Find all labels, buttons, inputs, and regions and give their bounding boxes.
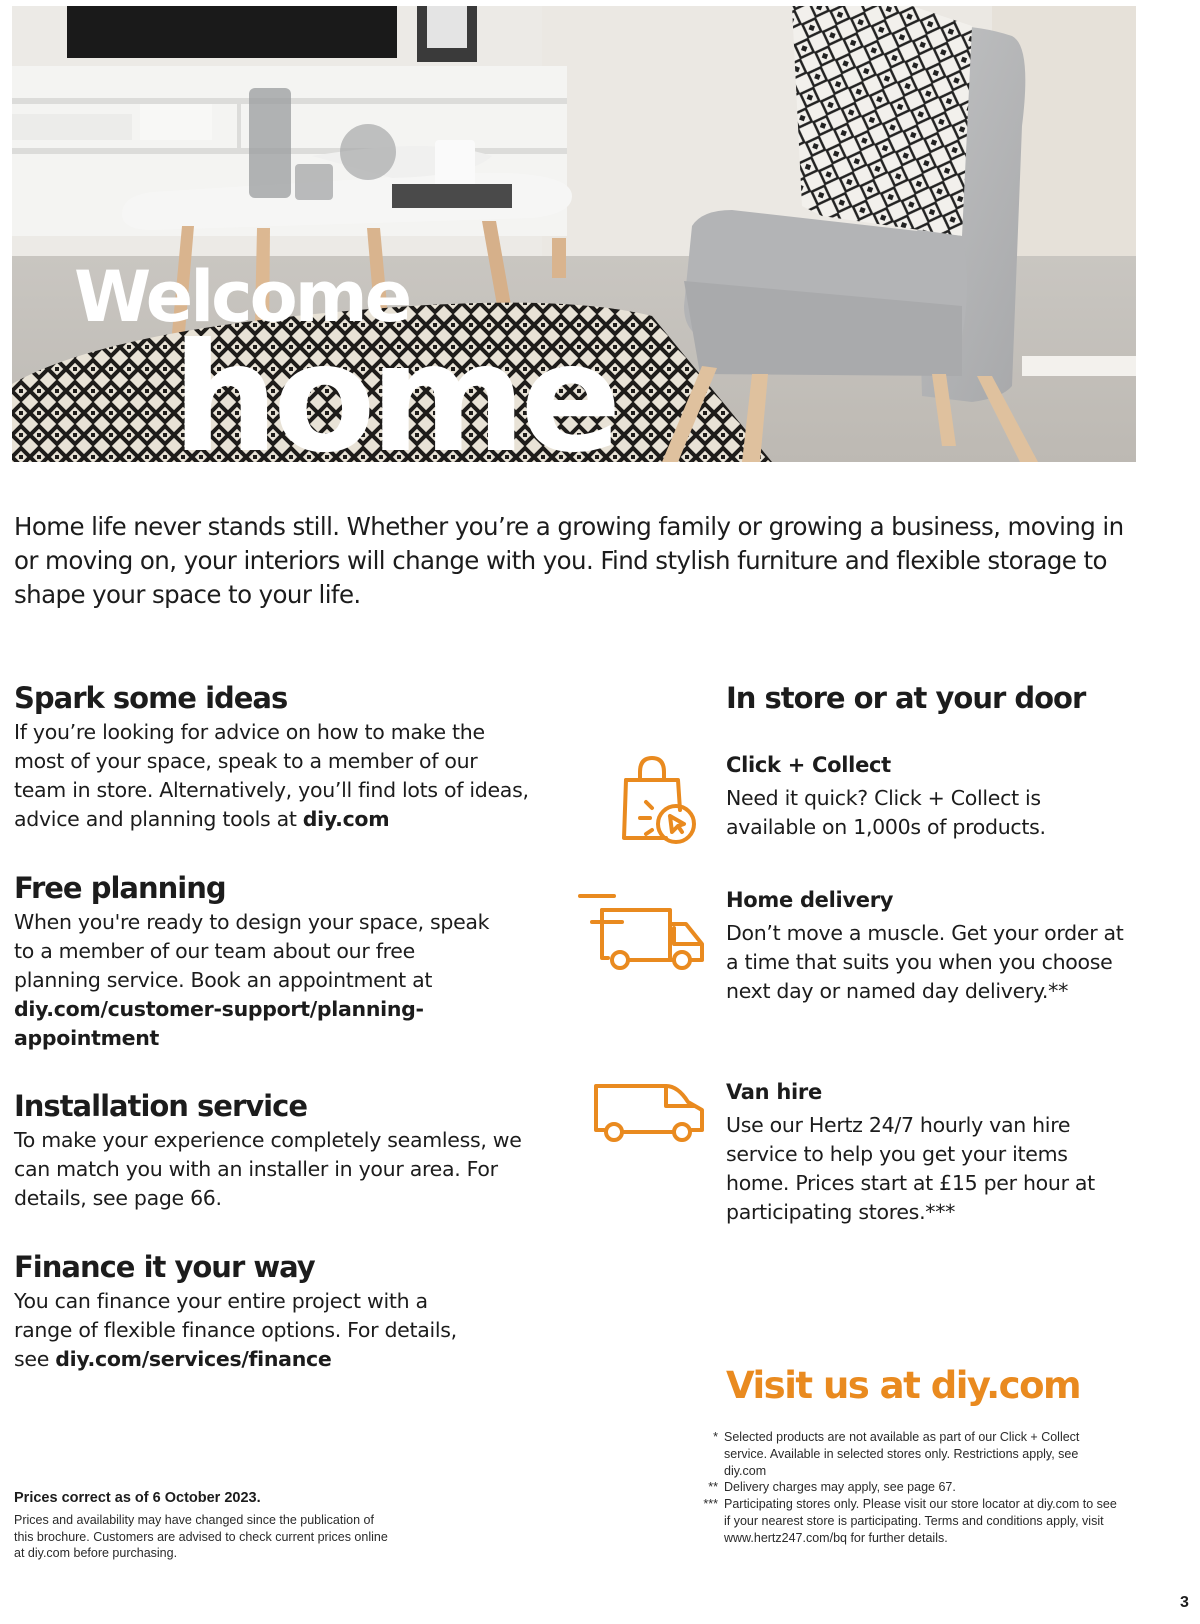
section-spark-ideas [14, 680, 534, 834]
section-body: If you’re looking for advice on how to make the most of your space, speak to a member of our team in store. Alternatively, you’ll find lots of ideas, advice and planning tools at diy.com [14, 720, 529, 831]
delivery-truck-icon [576, 888, 712, 974]
section-body: To make your experience completely seamless, we can match you with an installer in your area. For details, see page 66. [14, 1128, 522, 1210]
visit-diy-link[interactable]: Visit us at diy.com [726, 1364, 1081, 1407]
hero-title-home: home [172, 312, 616, 462]
service-body: Don’t move a muscle. Get your order at a time that suits you when you choose next day or named day delivery.** [726, 921, 1124, 1003]
hero-title-welcome: Welcome [74, 256, 410, 338]
service-body: Use our Hertz 24/7 hourly van hire service to help you get your items home. Prices start at £15 per hour at participating stores.*** [726, 1113, 1095, 1224]
section-title: Spark some ideas [14, 681, 288, 715]
service-home-delivery [726, 885, 1126, 1006]
footnote-mark: * [713, 1430, 718, 1444]
prices-notice-title: Prices correct as of 6 October 2023. [14, 1490, 261, 1506]
footnotes [690, 1429, 1120, 1547]
section-title: Installation service [14, 1089, 307, 1123]
service-title: Click + Collect [726, 753, 891, 777]
footnote [690, 1479, 1120, 1496]
service-click-collect [726, 750, 1126, 842]
service-body: Need it quick? Click + Collect is available on 1,000s of products. [726, 786, 1046, 839]
right-column-title: In store or at your door [726, 681, 1086, 715]
shopping-bag-cursor-icon [612, 752, 698, 844]
section-free-planning [14, 870, 534, 1053]
van-icon [590, 1080, 710, 1146]
footnote-mark: *** [703, 1497, 718, 1512]
footnote [690, 1496, 1120, 1546]
finance-link[interactable]: diy.com/services/finance [55, 1347, 332, 1371]
footnote [690, 1429, 1120, 1479]
service-van-hire [726, 1077, 1126, 1227]
service-title: Van hire [726, 1080, 822, 1104]
hero-image [12, 6, 1136, 462]
section-title: Free planning [14, 871, 226, 905]
diy-link[interactable]: diy.com [302, 807, 390, 831]
footnote-text: Delivery charges may apply, see page 67. [724, 1480, 956, 1495]
planning-appointment-link[interactable]: diy.com/customer-support/planning-appointment [14, 997, 424, 1050]
section-installation-service [14, 1088, 534, 1213]
footnote-mark: ** [708, 1480, 718, 1495]
section-body: You can finance your entire project with a range of flexible finance options. For details, see diy.com/services/finance [14, 1289, 457, 1371]
service-title: Home delivery [726, 888, 894, 912]
intro-paragraph: Home life never stands still. Whether you’re a growing family or growing a business, moving in or moving on, your interiors will change with you. Find stylish furniture and flexible storage to shape your space to your life. [14, 512, 1124, 609]
prices-notice [14, 1488, 394, 1562]
section-body: When you're ready to design your space, speak to a member of our team about our free planning service. Book an appointment at diy.com/customer-support/planning-appointment [14, 910, 490, 1050]
section-title: Finance it your way [14, 1250, 315, 1284]
page-number: 3 [1180, 1594, 1189, 1611]
footnote-text: Participating stores only. Please visit our store locator at diy.com to see if your nearest store is participating. Terms and conditions apply, visit www.hertz247.com/bq for further details. [724, 1497, 1117, 1545]
prices-notice-body: Prices and availability may have changed since the publication of this brochure. Customers are advised to check current prices online at diy.com before purchasing. [14, 1513, 388, 1560]
section-finance [14, 1249, 534, 1374]
footnote-text: Selected products are not available as part of our Click + Collect service. Available in selected stores only. Restrictions apply, see diy.com [724, 1430, 1080, 1478]
